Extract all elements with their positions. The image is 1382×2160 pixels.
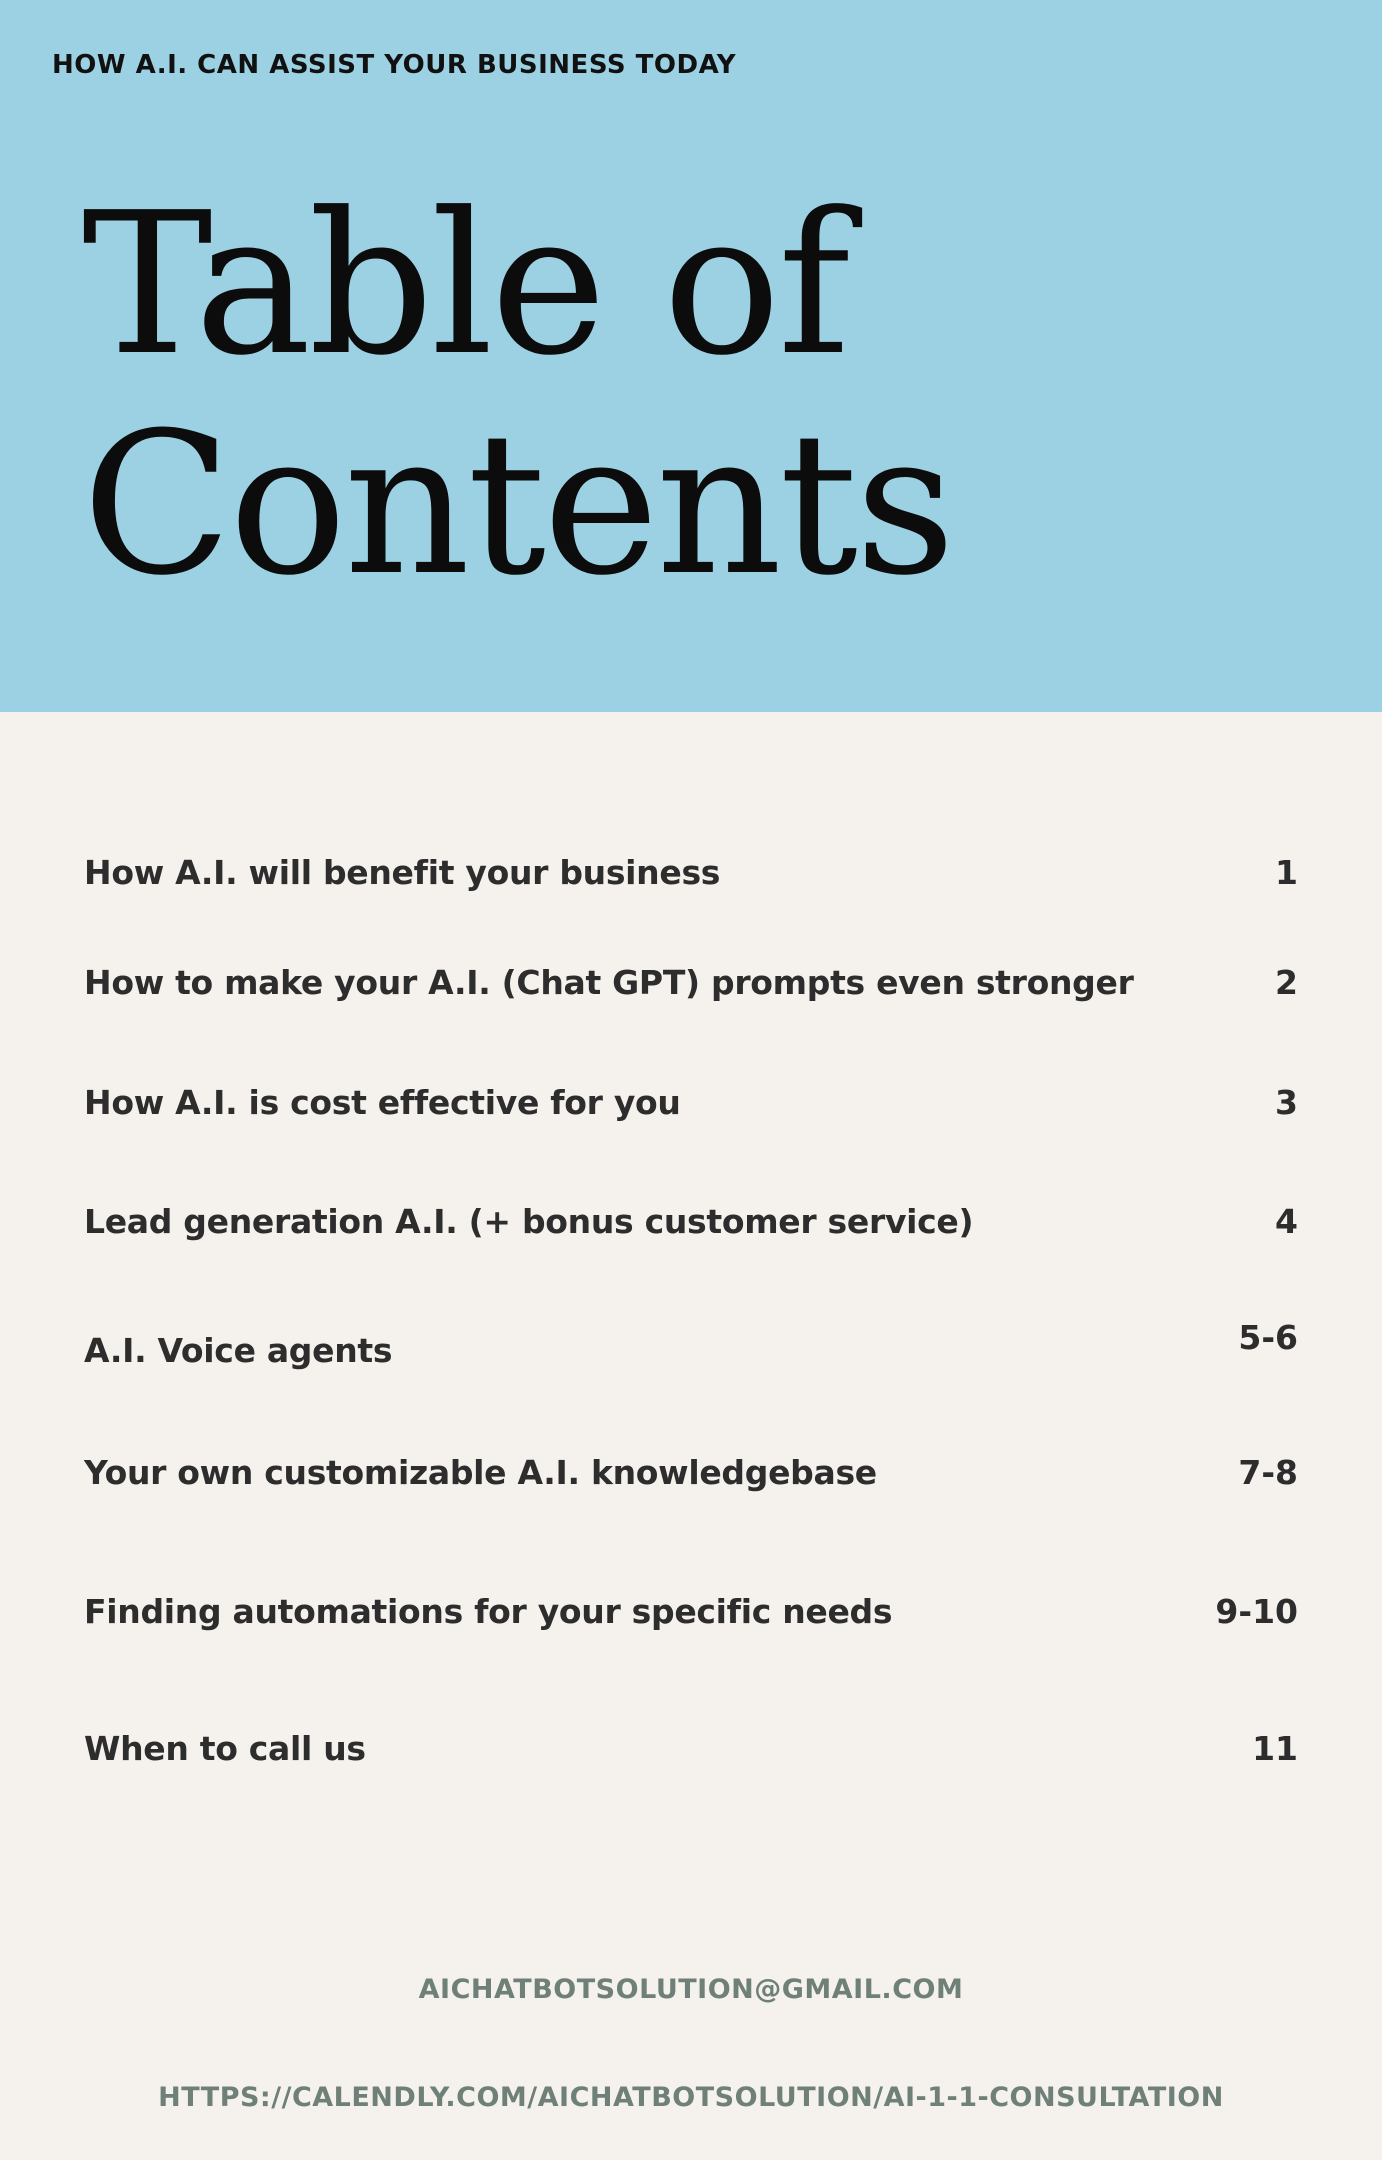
toc-entry-label: Lead generation A.I. (+ bonus customer service) [84,1202,974,1241]
toc-entry-label: A.I. Voice agents [84,1331,393,1370]
toc-entry-label: How to make your A.I. (Chat GPT) prompts even stronger [84,963,1134,1002]
toc-entry [84,853,1298,903]
toc-entry-page: 4 [1275,1202,1298,1241]
toc-entry [84,1729,1298,1779]
toc-entry [84,1202,1298,1252]
toc-entry [84,963,1298,1013]
toc-entry [84,1318,1298,1372]
page-title-line-1: Table of [82,171,848,399]
toc-entry [84,1453,1298,1503]
page-title-line-2: Contents [82,391,953,619]
toc-entry-page: 9-10 [1215,1592,1298,1631]
toc-entry-label: How A.I. will benefit your business [84,853,721,892]
toc-entry-page: 5-6 [1238,1318,1298,1357]
page-title [82,171,953,619]
contact-email[interactable]: AICHATBOTSOLUTION@GMAIL.COM [418,1974,964,2005]
page-kicker: HOW A.I. CAN ASSIST YOUR BUSINESS TODAY [52,50,737,80]
toc-entry-page: 3 [1275,1083,1298,1122]
toc-entry [84,1083,1298,1133]
toc-entry-label: Finding automations for your specific needs [84,1592,893,1631]
toc-entry [84,1592,1298,1642]
toc-entry-page: 7-8 [1238,1453,1298,1492]
toc-entry-page: 2 [1275,963,1298,1002]
toc-entry-label: How A.I. is cost effective for you [84,1083,681,1122]
header-banner [0,0,1382,712]
toc-entry-label: When to call us [84,1729,366,1768]
toc-entry-page: 11 [1252,1729,1298,1768]
consultation-link[interactable]: HTTPS://CALENDLY.COM/AICHATBOTSOLUTION/AI-1-1-CONSULTATION [158,2082,1224,2113]
toc-entry-page: 1 [1275,853,1298,892]
toc-entry-label: Your own customizable A.I. knowledgebase [84,1453,877,1492]
